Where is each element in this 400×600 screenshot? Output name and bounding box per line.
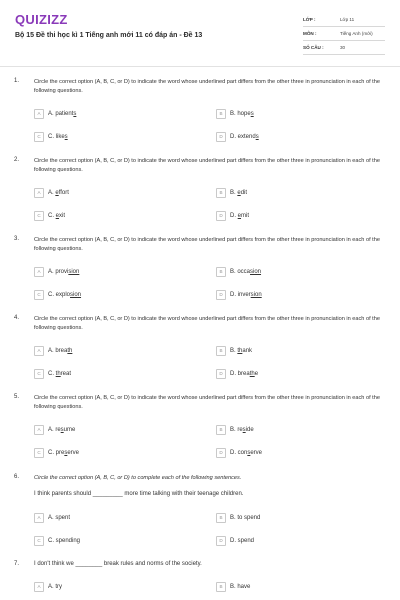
option-letter: D bbox=[216, 369, 226, 379]
option-b[interactable] bbox=[216, 187, 247, 198]
option-c[interactable] bbox=[34, 535, 80, 546]
option-text: A. breath bbox=[48, 347, 73, 354]
option-letter: B bbox=[216, 109, 226, 119]
question-number: 6. bbox=[14, 474, 20, 480]
question-text: Circle the correct option (A, B, C, or D) to indicate the word whose underlined part differs from the other three in pronunciation in each of the following questions. bbox=[34, 158, 380, 173]
option-d[interactable] bbox=[216, 131, 259, 142]
option-b[interactable] bbox=[216, 512, 260, 523]
option-d[interactable] bbox=[216, 289, 262, 300]
option-text: C. likes bbox=[48, 133, 68, 140]
option-letter: B bbox=[216, 582, 226, 592]
option-d[interactable] bbox=[216, 535, 254, 546]
question-number: 2. bbox=[14, 157, 20, 163]
option-d[interactable] bbox=[216, 368, 258, 379]
option-a[interactable] bbox=[34, 581, 62, 592]
meta-label: MÔN : bbox=[303, 31, 317, 36]
option-letter: C bbox=[34, 211, 44, 221]
question-text: Circle the correct option (A, B, C, or D) to indicate the word whose underlined part differs from the other three in pronunciation in each of the following questions. bbox=[34, 79, 380, 94]
option-text: D. extends bbox=[230, 133, 259, 140]
option-text: A. try bbox=[48, 583, 63, 590]
question-number: 1. bbox=[14, 78, 20, 84]
question-text: Circle the correct option (A, B, C, or D) to indicate the word whose underlined part differs from the other three in pronunciation in each of the following questions. bbox=[34, 237, 380, 252]
option-text: D. spend bbox=[230, 537, 255, 544]
option-b[interactable] bbox=[216, 581, 250, 592]
option-letter: A bbox=[34, 188, 44, 198]
option-letter: A bbox=[34, 346, 44, 356]
option-letter: B bbox=[216, 346, 226, 356]
option-c[interactable] bbox=[34, 447, 79, 458]
option-letter: D bbox=[216, 290, 226, 300]
option-letter: C bbox=[34, 369, 44, 379]
option-text: D. breathe bbox=[230, 370, 259, 377]
option-a[interactable] bbox=[34, 512, 70, 523]
option-c[interactable] bbox=[34, 368, 71, 379]
option-text: C. threat bbox=[48, 370, 72, 377]
meta-row-count bbox=[303, 41, 385, 55]
option-a[interactable] bbox=[34, 187, 69, 198]
page-header bbox=[0, 0, 400, 66]
option-b[interactable] bbox=[216, 266, 261, 277]
option-b[interactable] bbox=[216, 424, 254, 435]
question-number: 7. bbox=[14, 561, 20, 567]
meta-value: Tiếng Anh (mới) bbox=[340, 31, 373, 36]
option-text: B. have bbox=[230, 583, 251, 590]
document-title: Bộ 15 Đề thi học kì 1 Tiếng anh mới 11 có đáp án - Đề 13 bbox=[15, 32, 203, 39]
meta-row-class bbox=[303, 13, 385, 27]
option-letter: D bbox=[216, 211, 226, 221]
option-letter: A bbox=[34, 267, 44, 277]
option-letter: B bbox=[216, 513, 226, 523]
quizizz-logo: QUIZIZZ bbox=[15, 12, 68, 27]
option-c[interactable] bbox=[34, 131, 68, 142]
option-a[interactable] bbox=[34, 424, 75, 435]
option-text: A. patients bbox=[48, 110, 77, 117]
question-text: Circle the correct option (A, B, C, or D) to indicate the word whose underlined part differs from the other three in pronunciation in each of the following questions. bbox=[34, 395, 380, 410]
question-sentence: I don't think we ________ break rules and norms of the society. bbox=[34, 561, 202, 567]
meta-value: Lớp 11 bbox=[340, 17, 355, 22]
option-text: D. conserve bbox=[230, 449, 263, 456]
option-letter: C bbox=[34, 132, 44, 142]
option-text: B. reside bbox=[230, 426, 254, 433]
option-text: B. edit bbox=[230, 189, 248, 196]
option-text: B. thank bbox=[230, 347, 253, 354]
option-d[interactable] bbox=[216, 447, 262, 458]
meta-table bbox=[303, 13, 385, 55]
option-text: A. resume bbox=[48, 426, 76, 433]
option-letter: C bbox=[34, 536, 44, 546]
question-number: 5. bbox=[14, 394, 20, 400]
option-text: A. spent bbox=[48, 514, 71, 521]
option-text: A. provision bbox=[48, 268, 80, 275]
question-sentence: I think parents should _________ more time talking with their teenage children. bbox=[34, 491, 244, 497]
option-text: D. emit bbox=[230, 212, 250, 219]
option-c[interactable] bbox=[34, 289, 81, 300]
meta-row-subject bbox=[303, 27, 385, 41]
option-letter: A bbox=[34, 109, 44, 119]
option-letter: B bbox=[216, 425, 226, 435]
option-text: A. effort bbox=[48, 189, 69, 196]
option-text: B. hopes bbox=[230, 110, 254, 117]
header-divider bbox=[0, 66, 400, 67]
meta-label: LỚP : bbox=[303, 17, 316, 22]
meta-value: 30 bbox=[340, 45, 346, 50]
option-letter: C bbox=[34, 448, 44, 458]
option-b[interactable] bbox=[216, 108, 254, 119]
option-text: B. to spend bbox=[230, 514, 261, 521]
option-a[interactable] bbox=[34, 345, 72, 356]
option-text: C. preserve bbox=[48, 449, 80, 456]
option-text: B. occasion bbox=[230, 268, 262, 275]
question-number: 3. bbox=[14, 236, 20, 242]
question-number: 4. bbox=[14, 315, 20, 321]
option-d[interactable] bbox=[216, 210, 249, 221]
option-text: C. spending bbox=[48, 537, 81, 544]
meta-label: SỐ CÂU : bbox=[303, 45, 324, 50]
option-text: D. inversion bbox=[230, 291, 262, 298]
option-a[interactable] bbox=[34, 108, 76, 119]
option-letter: D bbox=[216, 132, 226, 142]
option-letter: A bbox=[34, 582, 44, 592]
option-text: C. exit bbox=[48, 212, 66, 219]
option-b[interactable] bbox=[216, 345, 252, 356]
question-text: Circle the correct option (A, B, C, or D) to complete each of the following sentences. bbox=[34, 475, 242, 481]
option-text: C. explosion bbox=[48, 291, 82, 298]
option-letter: D bbox=[216, 536, 226, 546]
option-c[interactable] bbox=[34, 210, 65, 221]
option-letter: C bbox=[34, 290, 44, 300]
option-letter: A bbox=[34, 425, 44, 435]
question-text: Circle the correct option (A, B, C, or D) to indicate the word whose underlined part differs from the other three in pronunciation in each of the following questions. bbox=[34, 316, 380, 331]
option-letter: B bbox=[216, 188, 226, 198]
option-letter: B bbox=[216, 267, 226, 277]
option-letter: D bbox=[216, 448, 226, 458]
option-letter: A bbox=[34, 513, 44, 523]
option-a[interactable] bbox=[34, 266, 79, 277]
